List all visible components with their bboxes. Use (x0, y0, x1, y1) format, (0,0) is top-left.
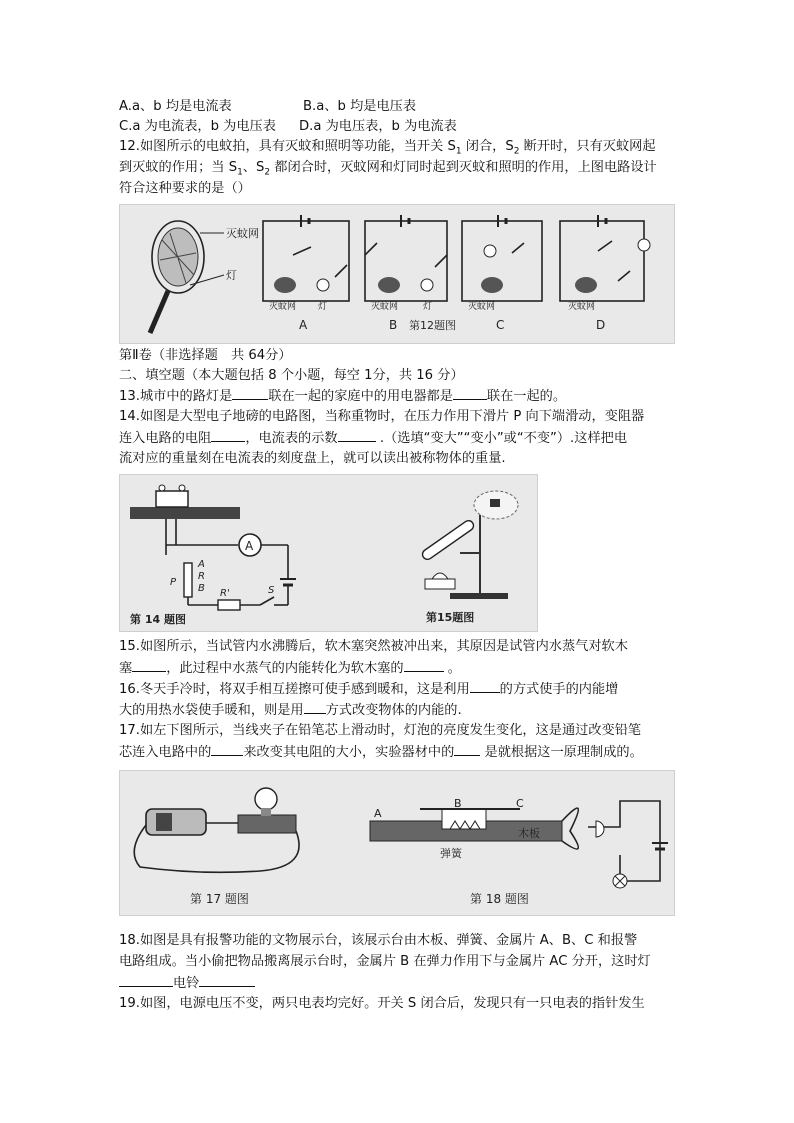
q15-text: 。 (443, 661, 461, 676)
q12-text: 断开时，只有灭蚊网起 (519, 139, 656, 154)
figure-15-caption: 第15题图 (426, 611, 475, 624)
q14-line-1: 14.如图是大型电子地磅的电路图，当称重物时，在压力作用下滑片 P 向下端滑动，变阻器 (119, 409, 645, 424)
q13-blank-2[interactable] (453, 387, 487, 400)
figure-14-15 (119, 474, 538, 632)
q16-text: 的方式使手的内能增 (499, 682, 619, 697)
q13-text: 联在一起的家庭中的用电器都是 (268, 389, 453, 404)
svg-text:灯: 灯 (318, 302, 328, 312)
q11-option-a: A.a、b 均是电流表 (119, 99, 232, 114)
q19-line-1: 19.如图，电源电压不变，两只电表均完好。开关 S 闭合后，发现只有一只电表的指针发生 (119, 996, 645, 1011)
svg-text:灯: 灯 (423, 302, 433, 312)
figure-14-caption: 第 14 题图 (130, 613, 186, 626)
figure-18 (370, 797, 668, 906)
option-a-label: A (299, 318, 308, 332)
figure-17 (134, 788, 299, 906)
q15-line-2 (119, 659, 461, 678)
q13-line (119, 387, 566, 406)
q14-text: ，电流表的示数 (245, 431, 338, 446)
q18-blank-2[interactable] (199, 974, 255, 987)
q13-text: 联在一起的。 (486, 389, 567, 404)
circuit-b (365, 215, 456, 332)
q12-text: 12.如图所示的电蚊拍，具有灭蚊和照明等功能，当开关 S (119, 139, 456, 154)
figure-12-caption: 第12题图 (409, 319, 456, 332)
q13-blank-1[interactable] (232, 387, 268, 400)
q12-line-1 (119, 138, 656, 161)
q14-blank-2[interactable] (338, 429, 376, 442)
q12-text: 闭合，S (461, 139, 514, 154)
q14-line-2 (119, 429, 627, 448)
q18-line-2: 电路组成。当小偷把物品搬离展示台时，金属片 B 在弹力作用下与金属片 AC 分开，这时灯 (119, 954, 651, 969)
lamp-label: 灯 (226, 269, 237, 282)
q16-line-1 (119, 680, 618, 699)
svg-text:灭蚊网: 灭蚊网 (468, 302, 496, 312)
q17-line-1: 17.如左下图所示，当线夹子在铅笔芯上滑动时，灯泡的亮度发生变化，这是通过改变铅笔 (119, 723, 642, 738)
q12-line-2 (119, 159, 657, 182)
option-c-label: C (496, 318, 505, 332)
q18-line-3 (119, 974, 255, 993)
q14-blank-1[interactable] (211, 429, 245, 442)
subscript: 1 (455, 146, 462, 157)
q11-option-b: B.a、b 均是电压表 (303, 99, 417, 114)
figure-17-caption: 第 17 题图 (190, 892, 249, 906)
q16-text: 大的用热水袋使手暖和，则是用 (119, 703, 304, 718)
q17-text: 来改变其电阻的大小，实验器材中的 (243, 745, 455, 760)
q18-text: 电铃 (173, 976, 200, 991)
part-two-heading: 二、填空题（本大题包括 8 个小题，每空 1分，共 16 分） (119, 368, 464, 383)
terminal-b-label: B (198, 583, 205, 594)
circuit-c (462, 215, 542, 332)
q16-line-2 (119, 701, 462, 720)
figure-14-15-diagram (120, 475, 537, 631)
volume-heading: 第Ⅱ卷（非选择题 共 64分） (119, 348, 292, 363)
q16-blank-1[interactable] (470, 680, 500, 693)
wood-board-label: 木板 (518, 827, 540, 840)
subscript: 1 (237, 167, 243, 178)
q18-line-1: 18.如图是具有报警功能的文物展示台，该展示台由木板、弹簧、金属片 A、B、C 和报警 (119, 933, 638, 948)
figure-12 (119, 204, 675, 344)
q12-text: 、S (242, 160, 265, 175)
figure-17-18 (119, 770, 675, 916)
slider-p-label: P (170, 577, 177, 588)
spring-label: 弹簧 (440, 847, 462, 860)
q17-text: 是就根据这一原理制成的。 (480, 745, 643, 760)
q12-line-3: 符合这种要求的是（） (119, 181, 251, 196)
option-b-label: B (389, 318, 398, 332)
plate-b-label: B (454, 797, 462, 810)
subscript: 2 (513, 146, 520, 157)
resistor-r-prime-label: R' (220, 588, 230, 599)
figure-18-caption: 第 18 题图 (470, 892, 529, 906)
switch-s-label: S (268, 585, 275, 596)
q17-blank-2[interactable] (454, 743, 480, 756)
q16-text: 方式改变物体的内能的. (325, 703, 462, 718)
q11-options-row-2 (119, 118, 457, 136)
q15-text: 塞 (119, 661, 133, 676)
q17-blank-1[interactable] (211, 743, 243, 756)
q15-line-1: 15.如图所示，当试管内水沸腾后，软木塞突然被冲出来，其原因是试管内水蒸气对软木 (119, 639, 628, 654)
plate-a-label: A (374, 807, 382, 820)
resistor-r-label: R (198, 571, 205, 582)
ammeter-label: A (245, 539, 254, 553)
figure-14 (130, 485, 296, 626)
q11-option-d: D.a 为电压表，b 为电流表 (299, 119, 457, 134)
q15-blank-2[interactable] (404, 659, 444, 672)
q17-line-2 (119, 743, 643, 762)
q15-text: ，此过程中水蒸气的内能转化为软木塞的 (166, 661, 404, 676)
q11-option-c: C.a 为电流表，b 为电压表 (119, 119, 276, 134)
q18-blank-1[interactable] (119, 974, 173, 987)
figure-17-18-diagram (120, 771, 674, 915)
subscript: 2 (264, 167, 271, 178)
q14-text: .（选填“变大”“变小”或“不变”）.这样把电 (375, 431, 628, 446)
q13-text: 13.城市中的路灯是 (119, 389, 233, 404)
circuit-a (263, 215, 349, 332)
figure-15 (421, 491, 518, 624)
svg-text:灭蚊网: 灭蚊网 (269, 302, 297, 312)
q14-text: 连入电路的电阻 (119, 431, 212, 446)
q11-options-row-1 (119, 98, 417, 116)
q16-text: 16.冬天手冷时，将双手相互搓擦可使手感到暖和，这是利用 (119, 682, 470, 697)
q12-text: 到灭蚊的作用；当 S (119, 160, 238, 175)
q17-text: 芯连入电路中的 (119, 745, 212, 760)
svg-text:灭蚊网: 灭蚊网 (371, 302, 399, 312)
terminal-a-label: A (198, 559, 205, 570)
q12-text: 都闭合时，灭蚊网和灯同时起到灭蚊和照明的作用，上图电路设计 (270, 160, 657, 175)
mesh-label: 灭蚊网 (226, 227, 259, 240)
swatter-illustration (150, 221, 259, 333)
circuit-d (560, 215, 650, 332)
option-d-label: D (596, 318, 606, 332)
svg-text:灭蚊网: 灭蚊网 (568, 302, 596, 312)
q14-line-3: 流对应的重量刻在电流表的刻度盘上，就可以读出被称物体的重量. (119, 451, 506, 466)
plate-c-label: C (516, 797, 524, 810)
q15-blank-1[interactable] (132, 659, 166, 672)
q16-blank-2[interactable] (304, 701, 326, 714)
figure-12-diagram (120, 205, 674, 343)
